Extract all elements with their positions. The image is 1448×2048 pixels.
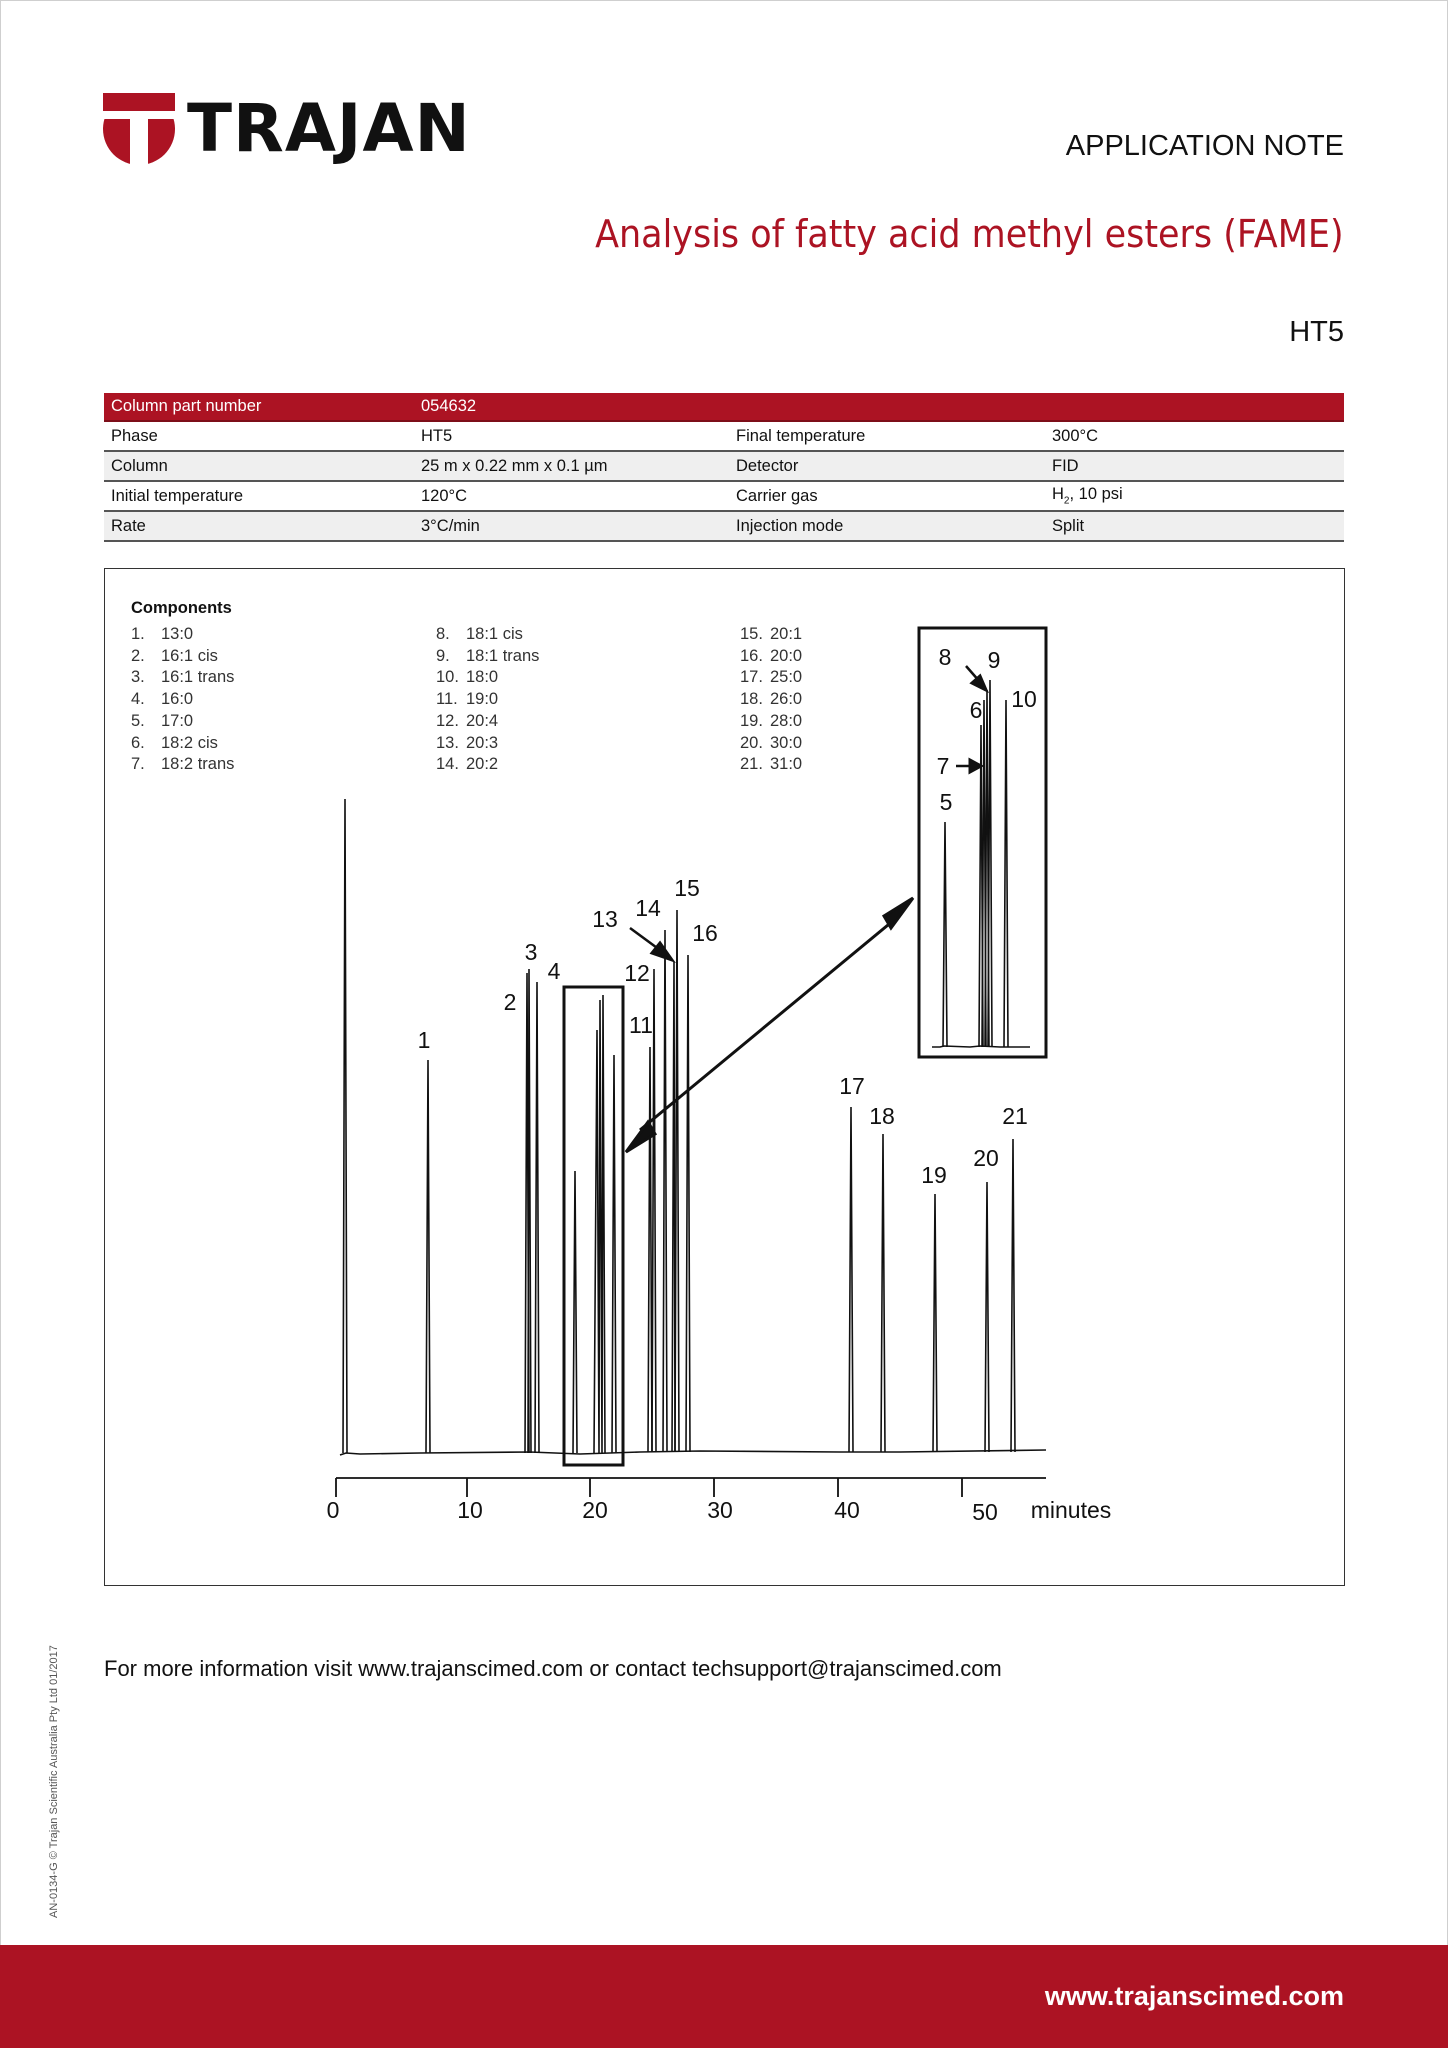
peak-label-14: 14 bbox=[635, 895, 661, 921]
footer-url-link[interactable]: www.trajanscimed.com bbox=[1044, 1981, 1344, 2011]
peak-20 bbox=[985, 1182, 989, 1452]
peak-11 bbox=[648, 1047, 652, 1452]
spec-label: Injection mode bbox=[729, 511, 1045, 541]
peak-label-17: 17 bbox=[839, 1073, 865, 1099]
peak-12 bbox=[652, 969, 656, 1452]
peak-label-11: 11 bbox=[629, 1012, 653, 1038]
spec-value: 054632 bbox=[414, 393, 729, 421]
component-name: 28:0 bbox=[770, 711, 803, 730]
components-title: Components bbox=[131, 599, 232, 617]
peak-18 bbox=[881, 1134, 885, 1452]
component-number: 8. bbox=[436, 625, 450, 643]
x-axis bbox=[336, 1478, 1046, 1497]
component-number: 10. bbox=[436, 668, 459, 687]
peak-16 bbox=[686, 955, 690, 1452]
peak-label-21: 21 bbox=[1002, 1103, 1028, 1129]
spec-value: 120°C bbox=[414, 481, 729, 511]
component-number: 16. bbox=[740, 646, 763, 665]
component-number: 13. bbox=[436, 733, 459, 752]
spec-label: Detector bbox=[729, 451, 1045, 481]
component-name: 17:0 bbox=[161, 711, 194, 730]
component-number: 15. bbox=[740, 625, 763, 643]
peak-label-12: 12 bbox=[624, 960, 650, 986]
component-number: 9. bbox=[436, 646, 450, 665]
spec-label: Column part number bbox=[104, 393, 414, 421]
component-number: 2. bbox=[131, 646, 145, 665]
x-tick-30: 30 bbox=[707, 1497, 733, 1523]
component-number: 6. bbox=[131, 733, 145, 752]
document-code: AN-0134-G © Trajan Scientific Australia Pty Ltd 01/2017 bbox=[48, 1645, 60, 1918]
component-name: 19:0 bbox=[466, 690, 499, 709]
carrier-gas: H bbox=[1052, 485, 1064, 504]
spec-value: HT5 bbox=[414, 421, 729, 451]
inset-label-5: 5 bbox=[939, 789, 953, 815]
component-name: 30:0 bbox=[770, 733, 803, 752]
doc-type-label: APPLICATION NOTE bbox=[1065, 130, 1344, 162]
x-axis-label: minutes bbox=[1030, 1497, 1112, 1523]
peak-17 bbox=[849, 1107, 853, 1452]
component-number: 14. bbox=[436, 755, 459, 774]
component-name: 20:4 bbox=[466, 711, 499, 730]
inset-label-9: 9 bbox=[987, 647, 1001, 673]
peak-label-16: 16 bbox=[692, 920, 718, 946]
component-number: 19. bbox=[740, 711, 763, 730]
x-tick-40: 40 bbox=[834, 1497, 860, 1523]
component-name: 13:0 bbox=[161, 625, 194, 643]
component-name: 25:0 bbox=[770, 668, 803, 687]
peak-4 bbox=[535, 982, 539, 1453]
component-name: 16:1 cis bbox=[161, 646, 218, 665]
footer-info: For more information visit www.trajanscimed.com or contact techsupport@trajanscimed.com bbox=[104, 1656, 1002, 1681]
x-tick-0: 0 bbox=[326, 1497, 340, 1523]
component-number: 1. bbox=[131, 625, 145, 643]
page-title: Analysis of fatty acid methyl esters (FAME) bbox=[595, 212, 1344, 256]
logo-wordmark: TRAJAN bbox=[187, 90, 471, 167]
carrier-gas-pressure: , 10 psi bbox=[1069, 485, 1123, 504]
spec-label: Initial temperature bbox=[104, 481, 414, 511]
spec-label: Final temperature bbox=[729, 421, 1045, 451]
carrier-gas-subscript: 2 bbox=[1063, 495, 1070, 507]
peak-label-20: 20 bbox=[973, 1145, 999, 1171]
peak-6-9-cluster bbox=[594, 995, 605, 1453]
component-number: 21. bbox=[740, 755, 763, 774]
component-number: 7. bbox=[131, 755, 145, 774]
peak-19 bbox=[933, 1194, 937, 1452]
peak-14 bbox=[663, 930, 667, 1452]
spec-value: 300°C bbox=[1045, 421, 1344, 451]
x-tick-10: 10 bbox=[457, 1497, 483, 1523]
spec-value: FID bbox=[1045, 451, 1344, 481]
component-number: 20. bbox=[740, 733, 763, 752]
peak-label-3: 3 bbox=[524, 939, 538, 965]
component-number: 4. bbox=[131, 690, 145, 709]
peak-label-19: 19 bbox=[921, 1162, 947, 1188]
peak-label-18: 18 bbox=[869, 1103, 895, 1129]
peak-solvent bbox=[343, 799, 347, 1453]
peak-label-15: 15 bbox=[674, 875, 700, 901]
spec-label: Column bbox=[104, 451, 414, 481]
spec-value: 25 m x 0.22 mm x 0.1 µm bbox=[414, 451, 729, 481]
peak-3 bbox=[528, 969, 531, 1453]
peak-21 bbox=[1011, 1139, 1015, 1452]
component-name: 18:2 cis bbox=[161, 733, 218, 752]
peak-5 bbox=[573, 1171, 577, 1453]
component-name: 20:3 bbox=[466, 733, 499, 752]
zoom-arrow-head-right bbox=[884, 898, 913, 928]
peak-1 bbox=[426, 1060, 430, 1453]
peak-label-1: 1 bbox=[417, 1027, 431, 1053]
component-name: 20:2 bbox=[466, 755, 499, 774]
component-name: 20:0 bbox=[770, 646, 803, 665]
component-name: 31:0 bbox=[770, 755, 803, 774]
spec-label: Rate bbox=[104, 511, 414, 541]
component-number: 11. bbox=[436, 690, 458, 709]
component-name: 20:1 bbox=[770, 625, 803, 643]
inset-label-8: 8 bbox=[938, 644, 952, 670]
component-name: 18:2 trans bbox=[161, 755, 235, 774]
peak-label-4: 4 bbox=[547, 958, 561, 984]
component-name: 18:1 trans bbox=[466, 646, 540, 665]
peak-label-2: 2 bbox=[503, 989, 517, 1015]
peak-15 bbox=[675, 910, 679, 1452]
inset-label-7: 7 bbox=[936, 753, 950, 779]
component-name: 18:0 bbox=[466, 668, 499, 687]
inset-label-6: 6 bbox=[969, 697, 983, 723]
spec-value: 3°C/min bbox=[414, 511, 729, 541]
component-name: 16:0 bbox=[161, 690, 194, 709]
peak-label-13: 13 bbox=[592, 906, 618, 932]
chromatogram-baseline bbox=[340, 1450, 1046, 1455]
component-number: 17. bbox=[740, 668, 763, 687]
x-tick-50: 50 bbox=[972, 1499, 998, 1525]
spec-label: Phase bbox=[104, 421, 414, 451]
component-name: 16:1 trans bbox=[161, 668, 235, 687]
component-number: 12. bbox=[436, 711, 459, 730]
inset-label-10: 10 bbox=[1011, 686, 1037, 712]
x-tick-20: 20 bbox=[582, 1497, 608, 1523]
spec-label: Carrier gas bbox=[729, 481, 1045, 511]
peak-10 bbox=[612, 1055, 616, 1453]
page-subtitle: HT5 bbox=[1289, 316, 1344, 348]
component-number: 3. bbox=[131, 668, 145, 687]
component-number: 18. bbox=[740, 690, 763, 709]
component-number: 5. bbox=[131, 711, 145, 730]
component-name: 18:1 cis bbox=[466, 625, 523, 643]
component-name: 26:0 bbox=[770, 690, 803, 709]
spec-value: Split bbox=[1045, 511, 1344, 541]
